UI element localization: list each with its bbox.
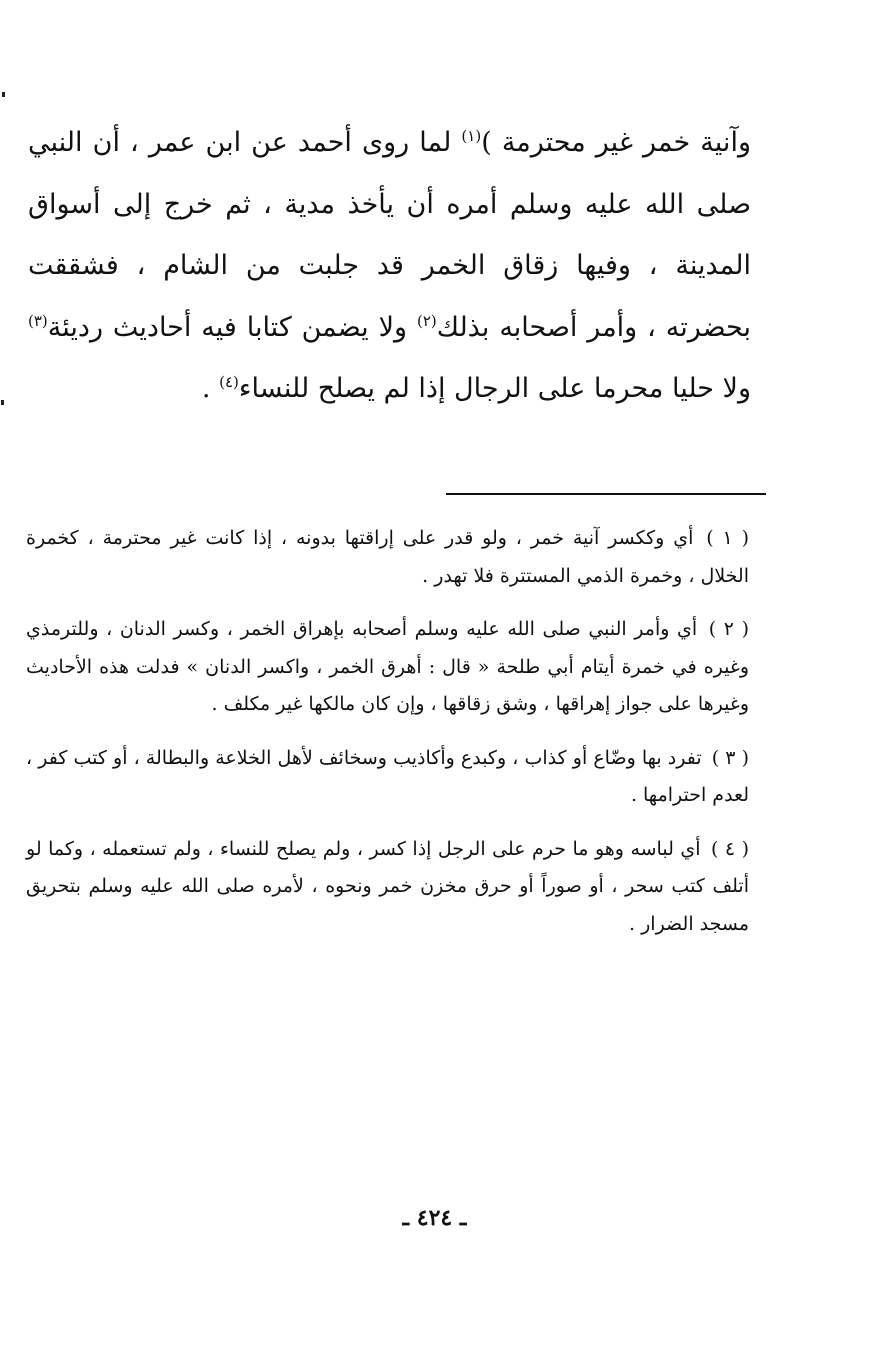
- footnote-text: أي وأمر النبي صلى الله عليه وسلم أصحابه بإهراق الخمر ، وكسر الدنان ، وللترمذي وغيره في خمرة أيتام أبي طلحة « قال : أهرق الخمر ، واكسر الدنان » فدلت هذه الأحاديث وغيرها على جواز إهراقها ، وشق زقاقها ، وإن كان مالكها غير مكلف .: [26, 618, 749, 715]
- footnote-text: تفرد بها وضّاع أو كذاب ، وكبدع وأكاذيب وسخائف لأهل الخلاعة والبطالة ، أو كتب كفر ، لعدم احترامها .: [26, 746, 749, 806]
- main-text: [28, 112, 751, 420]
- footnotes: [26, 520, 749, 959]
- footnote-2: [26, 611, 749, 724]
- main-text-part: وآنية خمر غير محترمة ): [481, 127, 751, 158]
- main-paragraph: [28, 112, 751, 420]
- footnote-reference: (٢): [416, 311, 437, 330]
- footnote-1: [26, 520, 749, 595]
- footnote-number: ( ٤ ): [710, 837, 750, 860]
- footnote-divider: [446, 493, 766, 495]
- footnote-number: ( ١ ): [706, 527, 750, 549]
- main-text-part: لما روى أحمد عن ابن عمر ، أن النبي صلى الله عليه وسلم أمره أن يأخذ مدية ، ثم خرج إلى أسواق المدينة ، وفيها زقاق الخمر قد جلبت من الشام ، فشققت بحضرته ، وأمر أصحابه بذلك: [28, 127, 751, 343]
- footnote-text: أي وككسر آنية خمر ، ولو قدر على إراقتها بدونه ، إذا كانت غير محترمة ، كخمرة الخلال ، وخمرة الذمي المستترة فلا تهدر .: [26, 527, 749, 587]
- footnote-number: ( ٢ ): [708, 618, 750, 640]
- footnote-reference: (٤): [219, 373, 239, 391]
- main-text-part: .: [201, 373, 220, 404]
- main-text-part: ولا يضمن كتابا فيه أحاديث رديئة: [47, 311, 417, 343]
- footnote-reference: (١): [461, 127, 482, 145]
- scan-edge-mark: [1, 400, 4, 405]
- footnote-text: أي لباسه وهو ما حرم على الرجل إذا كسر ، ولم يصلح للنساء ، ولم تستعمله ، وكما لو أتلف كتب سحر ، أو صوراً أو حرق مخزن خمر ونحوه ، لأمره صلى الله عليه وسلم بتحريق مسجد الضرار .: [26, 837, 749, 935]
- page-number: ـ ٤٢٤ ـ: [402, 1205, 467, 1231]
- main-text-part: ولا حليا محرما على الرجال إذا لم يصلح للنساء: [238, 373, 751, 404]
- footnote-reference: (٣): [28, 311, 48, 330]
- scan-edge-mark: [2, 92, 5, 97]
- footnote-4: [26, 831, 749, 944]
- footnote-number: ( ٣ ): [711, 746, 749, 769]
- footnote-3: [26, 740, 749, 815]
